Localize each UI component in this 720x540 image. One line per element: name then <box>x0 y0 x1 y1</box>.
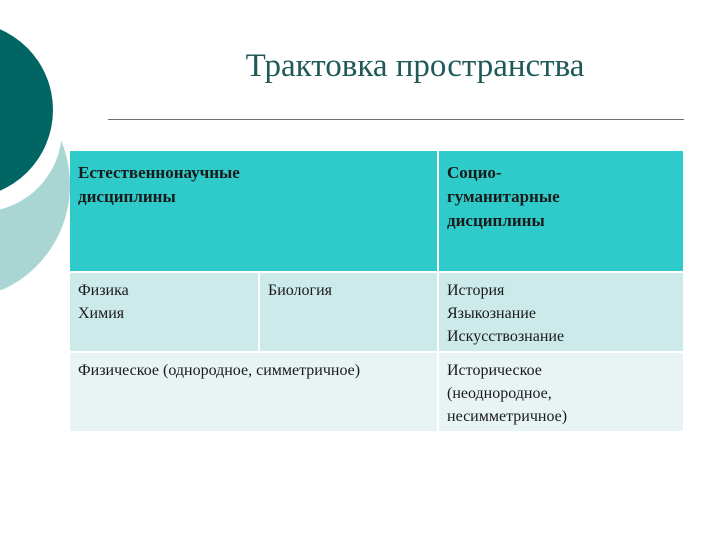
header-social-line: дисциплины <box>447 211 545 230</box>
historical-space-line: Историческое <box>447 362 542 379</box>
discipline-chemistry: Химия <box>78 305 125 322</box>
header-natural-line: Естественнонаучные <box>78 163 240 182</box>
physical-space-text: Физическое (однородное, симметричное) <box>78 362 361 379</box>
header-social-line: Социо- <box>447 163 502 182</box>
title-divider <box>108 119 684 120</box>
discipline-biology: Биология <box>268 282 333 299</box>
cell-biology <box>260 273 437 351</box>
discipline-linguistics: Языкознание <box>447 305 536 322</box>
slide-title: Трактовка пространства <box>245 48 585 84</box>
header-natural-line: дисциплины <box>78 187 176 206</box>
header-natural-sciences <box>70 151 437 271</box>
header-social-line: гуманитарные <box>447 187 560 206</box>
historical-space-line: (неоднородное, <box>447 385 552 402</box>
cell-humanities <box>439 273 683 351</box>
discipline-history: История <box>447 282 505 299</box>
historical-space-line: несимметричное) <box>447 408 568 425</box>
cell-historical-space <box>439 353 683 431</box>
cell-physics-chemistry <box>70 273 258 351</box>
header-social-humanities <box>439 151 683 271</box>
cell-physical-space <box>70 353 437 431</box>
discipline-physics: Физика <box>78 282 129 299</box>
discipline-art-studies: Искусствознание <box>447 328 565 345</box>
